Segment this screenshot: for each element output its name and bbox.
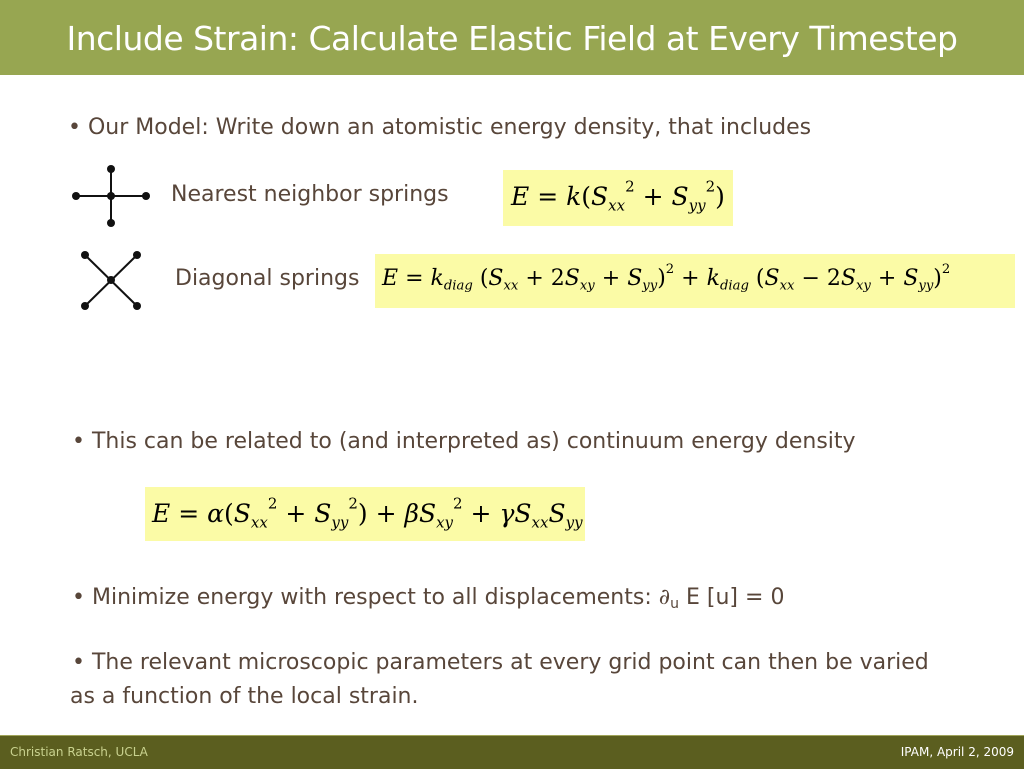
bullet-minimize [72,585,784,612]
equation-diagonal: $E = k_{diag}$ $(S_{xx} + 2S_{xy} + S_{yy})^2 + k_{diag}$ $(S_{xx} - 2S_{xy} + S_{yy})^2$ [382,262,951,294]
nearest-neighbor-springs-diagram [68,163,158,233]
footer-author: Christian Ratsch, UCLA [10,745,148,759]
partial-subscript: u [670,596,680,612]
equation-nearest: $E = k(S_{xx}^2 + S_{yy}^2)$ [511,177,725,215]
bullet-minimize-equation: E [u] = 0 [686,585,785,610]
slide-title: Include Strain: Calculate Elastic Field at Every Timestep [66,19,958,58]
equation-continuum: $E = \alpha(S_{xx}^2 + S_{yy}^2) + \beta S_{xy}^2 + \gamma S_{xx}S_{yy}$ [152,494,583,532]
footer-venue-date: IPAM, April 2, 2009 [900,745,1014,759]
bullet-parameters-line1: • The relevant microscopic parameters at every grid point can then be varied [72,650,929,675]
diagonal-springs-label: Diagonal springs [175,266,360,291]
nearest-neighbor-label: Nearest neighbor springs [171,182,449,207]
bullet-parameters-line2: as a function of the local strain. [70,684,419,709]
diagonal-springs-diagram [75,248,155,318]
bullet-minimize-text: • Minimize energy with respect to all displacements: [72,585,652,610]
partial-symbol: ∂ [658,585,671,610]
bullet-model: • Our Model: Write down an atomistic energy density, that includes [68,115,812,140]
footer-bar [0,735,1024,769]
bullet-continuum: • This can be related to (and interpreted as) continuum energy density [72,429,856,454]
